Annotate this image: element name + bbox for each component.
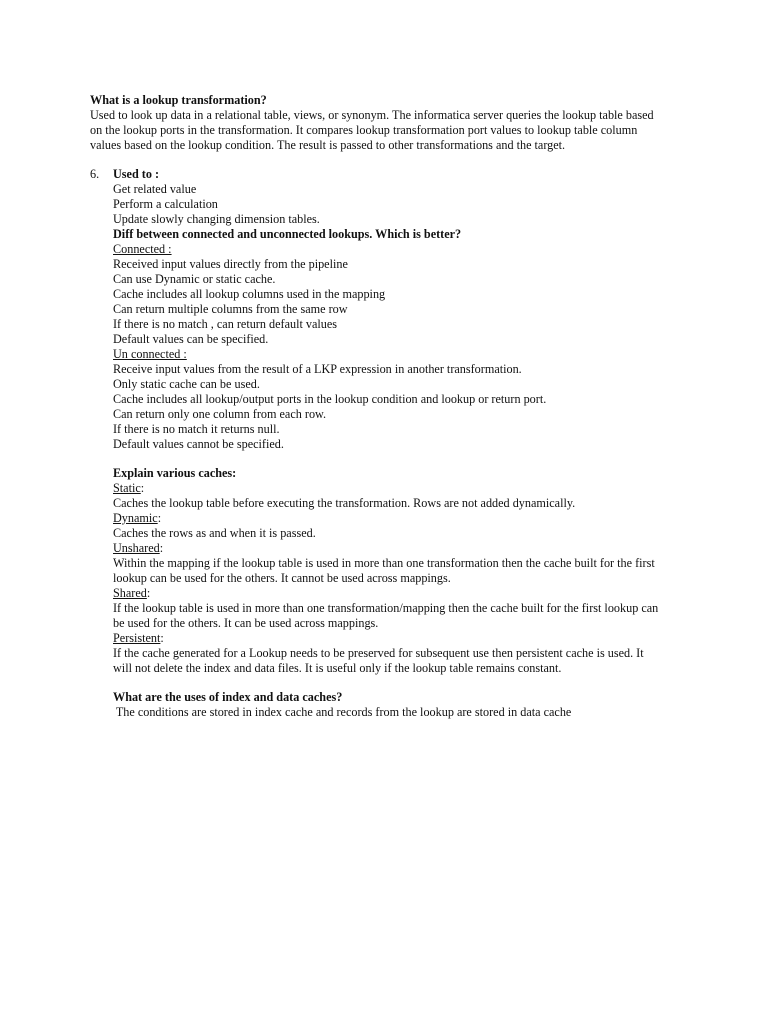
heading-index-data-caches: What are the uses of index and data caches?: [113, 690, 343, 704]
label-unshared: Unshared: [113, 541, 160, 555]
heading-various-caches: Explain various caches:: [113, 466, 237, 480]
connected-item: If there is no match , can return default values: [113, 317, 338, 331]
cache-type-static: [113, 481, 144, 496]
unconnected-item: Only static cache can be used.: [113, 377, 260, 391]
label-unconnected: Un connected :: [113, 347, 187, 361]
label-colon: :: [159, 541, 164, 555]
connected-item: Can use Dynamic or static cache.: [113, 272, 276, 286]
dynamic-line: Caches the rows as and when it is passed.: [113, 526, 316, 540]
label-colon: :: [146, 586, 151, 600]
label-connected: Connected :: [113, 242, 172, 256]
unconnected-item: If there is no match it returns null.: [113, 422, 280, 436]
label-colon: :: [157, 511, 162, 525]
intro-line: values based on the lookup condition. The result is passed to other transformations and the target.: [90, 138, 566, 152]
list-number: 6.: [90, 167, 100, 181]
unshared-line: Within the mapping if the lookup table is used in more than one transformation then the cache built for the first: [113, 556, 655, 570]
heading-lookup-transformation: What is a lookup transformation?: [90, 93, 267, 107]
shared-line: be used for the others. It can be used across mappings.: [113, 616, 379, 630]
unconnected-item: Receive input values from the result of a LKP expression in another transformation.: [113, 362, 522, 376]
cache-type-persistent: [113, 631, 164, 646]
intro-line: on the lookup ports in the transformation. It compares lookup transformation port values to lookup table column: [90, 123, 638, 137]
unconnected-item: Cache includes all lookup/output ports in the lookup condition and lookup or return port.: [113, 392, 547, 406]
index-data-line: The conditions are stored in index cache and records from the lookup are stored in data cache: [113, 705, 572, 719]
static-line: Caches the lookup table before executing the transformation. Rows are not added dynamically.: [113, 496, 576, 510]
cache-type-dynamic: [113, 511, 161, 526]
use-item: Perform a calculation: [113, 197, 218, 211]
label-colon: :: [140, 481, 145, 495]
use-item: Get related value: [113, 182, 197, 196]
label-shared: Shared: [113, 586, 147, 600]
unshared-line: lookup can be used for the others. It cannot be used across mappings.: [113, 571, 451, 585]
heading-diff-lookups: Diff between connected and unconnected lookups. Which is better?: [113, 227, 462, 241]
persistent-line: If the cache generated for a Lookup needs to be preserved for subsequent use then persistent cache is used. It: [113, 646, 644, 660]
cache-type-shared: [113, 586, 150, 601]
connected-item: Can return multiple columns from the same row: [113, 302, 348, 316]
connected-item: Received input values directly from the pipeline: [113, 257, 348, 271]
label-static: Static: [113, 481, 141, 495]
persistent-line: will not delete the index and data files. It is useful only if the lookup table remains constant.: [113, 661, 562, 675]
label-colon: :: [160, 631, 164, 645]
cache-type-unshared: [113, 541, 163, 556]
connected-item: Cache includes all lookup columns used in the mapping: [113, 287, 386, 301]
intro-line: Used to look up data in a relational table, views, or synonym. The informatica server queries the lookup table based: [90, 108, 654, 122]
label-dynamic: Dynamic: [113, 511, 158, 525]
use-item: Update slowly changing dimension tables.: [113, 212, 320, 226]
label-persistent: Persistent: [113, 631, 161, 645]
connected-item: Default values can be specified.: [113, 332, 269, 346]
unconnected-item: Can return only one column from each row.: [113, 407, 327, 421]
unconnected-item: Default values cannot be specified.: [113, 437, 284, 451]
heading-used-to: Used to :: [113, 167, 160, 181]
shared-line: If the lookup table is used in more than one transformation/mapping then the cache built for the first lookup can: [113, 601, 659, 615]
